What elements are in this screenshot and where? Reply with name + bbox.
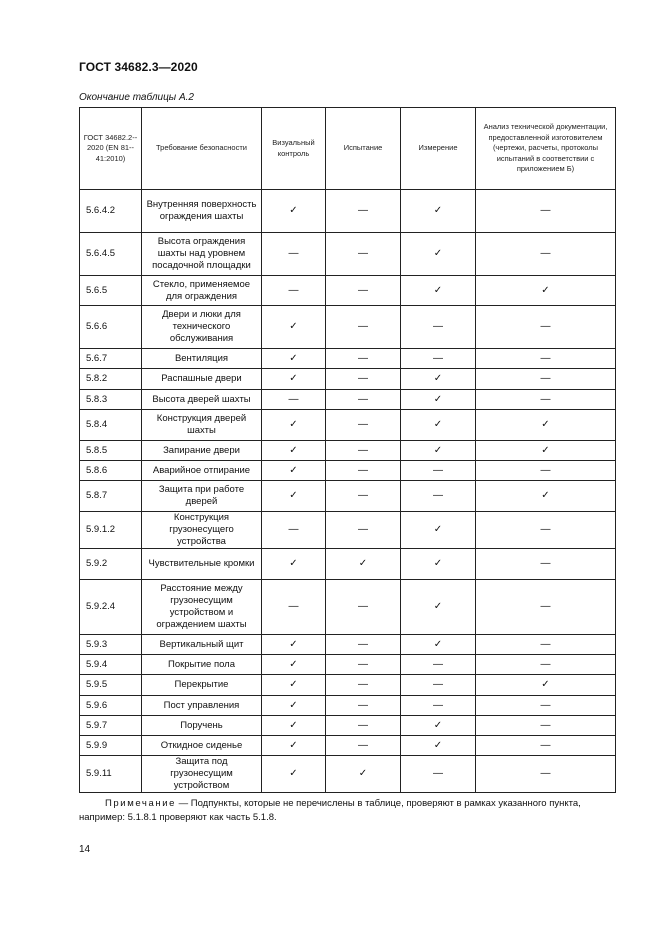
- clause-number: 5.8.7: [80, 481, 142, 512]
- dash-cell: —: [476, 190, 616, 233]
- dash-cell: —: [401, 696, 476, 716]
- dash-cell: —: [401, 756, 476, 793]
- requirement-cell: Конструкция грузонесущего устройства: [142, 512, 262, 549]
- note-label: Примечание: [105, 798, 176, 809]
- check-mark-cell: ✓: [262, 349, 326, 369]
- check-mark-cell: ✓: [262, 716, 326, 736]
- check-mark-cell: ✓: [401, 512, 476, 549]
- table-row: [80, 306, 616, 349]
- check-mark-cell: ✓: [401, 233, 476, 276]
- clause-number: 5.9.9: [80, 736, 142, 756]
- check-mark-cell: ✓: [401, 580, 476, 635]
- requirement-cell: Вентиляция: [142, 349, 262, 369]
- table-row: [80, 736, 616, 756]
- dash-cell: —: [326, 736, 401, 756]
- check-mark-cell: ✓: [262, 696, 326, 716]
- dash-cell: —: [326, 276, 401, 306]
- dash-cell: —: [326, 410, 401, 441]
- table-row: [80, 410, 616, 441]
- table-row: [80, 369, 616, 390]
- clause-number: 5.9.2: [80, 549, 142, 580]
- check-mark-cell: ✓: [401, 410, 476, 441]
- dash-cell: —: [326, 580, 401, 635]
- requirement-cell: Защита под грузонесущим устройством: [142, 756, 262, 793]
- check-mark-cell: ✓: [262, 369, 326, 390]
- table-note: [79, 797, 617, 825]
- dash-cell: —: [401, 349, 476, 369]
- table-row: [80, 233, 616, 276]
- table-row: [80, 481, 616, 512]
- dash-cell: —: [476, 580, 616, 635]
- check-mark-cell: ✓: [262, 441, 326, 461]
- clause-number: 5.9.5: [80, 675, 142, 696]
- dash-cell: —: [326, 696, 401, 716]
- requirement-cell: Запирание двери: [142, 441, 262, 461]
- dash-cell: —: [326, 716, 401, 736]
- document-header: ГОСТ 34682.3—2020: [79, 60, 198, 74]
- check-mark-cell: ✓: [476, 441, 616, 461]
- requirement-cell: Поручень: [142, 716, 262, 736]
- page-number: 14: [79, 844, 91, 855]
- check-mark-cell: ✓: [262, 461, 326, 481]
- dash-cell: —: [326, 190, 401, 233]
- check-mark-cell: ✓: [401, 190, 476, 233]
- dash-cell: —: [262, 276, 326, 306]
- dash-cell: —: [326, 306, 401, 349]
- table-row: [80, 549, 616, 580]
- dash-cell: —: [476, 696, 616, 716]
- requirement-cell: Вертикальный щит: [142, 635, 262, 655]
- table-header-row: [80, 108, 616, 190]
- check-mark-cell: ✓: [401, 441, 476, 461]
- requirement-cell: Конструкция дверей шахты: [142, 410, 262, 441]
- clause-number: 5.9.7: [80, 716, 142, 736]
- clause-number: 5.8.5: [80, 441, 142, 461]
- dash-cell: —: [476, 736, 616, 756]
- check-mark-cell: ✓: [262, 190, 326, 233]
- dash-cell: —: [401, 481, 476, 512]
- dash-cell: —: [326, 481, 401, 512]
- clause-number: 5.8.3: [80, 390, 142, 410]
- table-row: [80, 655, 616, 675]
- dash-cell: —: [401, 461, 476, 481]
- dash-cell: —: [326, 441, 401, 461]
- check-mark-cell: ✓: [262, 410, 326, 441]
- col-header-measurement: Измерение: [401, 108, 476, 190]
- check-mark-cell: ✓: [262, 736, 326, 756]
- requirement-cell: Стекло, применяемое для ограждения: [142, 276, 262, 306]
- clause-number: 5.9.11: [80, 756, 142, 793]
- check-mark-cell: ✓: [401, 549, 476, 580]
- dash-cell: —: [326, 349, 401, 369]
- dash-cell: —: [401, 306, 476, 349]
- table-row: [80, 696, 616, 716]
- dash-cell: —: [262, 233, 326, 276]
- dash-cell: —: [476, 233, 616, 276]
- dash-cell: —: [326, 512, 401, 549]
- dash-cell: —: [401, 675, 476, 696]
- check-mark-cell: ✓: [262, 481, 326, 512]
- check-mark-cell: ✓: [476, 410, 616, 441]
- dash-cell: —: [262, 512, 326, 549]
- clause-number: 5.6.5: [80, 276, 142, 306]
- check-mark-cell: ✓: [476, 481, 616, 512]
- clause-number: 5.6.4.2: [80, 190, 142, 233]
- table-row: [80, 756, 616, 793]
- dash-cell: —: [476, 306, 616, 349]
- requirement-cell: Распашные двери: [142, 369, 262, 390]
- clause-number: 5.8.6: [80, 461, 142, 481]
- clause-number: 5.6.7: [80, 349, 142, 369]
- check-mark-cell: ✓: [476, 675, 616, 696]
- dash-cell: —: [326, 233, 401, 276]
- clause-number: 5.9.6: [80, 696, 142, 716]
- table-row: [80, 461, 616, 481]
- requirement-cell: Двери и люки для технического обслуживания: [142, 306, 262, 349]
- check-mark-cell: ✓: [262, 635, 326, 655]
- dash-cell: —: [476, 390, 616, 410]
- clause-number: 5.6.4.5: [80, 233, 142, 276]
- check-mark-cell: ✓: [401, 736, 476, 756]
- dash-cell: —: [476, 512, 616, 549]
- clause-number: 5.8.2: [80, 369, 142, 390]
- clause-number: 5.9.1.2: [80, 512, 142, 549]
- requirements-table: [79, 107, 616, 793]
- dash-cell: —: [326, 369, 401, 390]
- dash-cell: —: [262, 390, 326, 410]
- col-header-standard: ГОСТ 34682.2-2020 (EN 81-41:2010): [80, 108, 142, 190]
- table-caption: Окончание таблицы А.2: [79, 92, 194, 103]
- clause-number: 5.8.4: [80, 410, 142, 441]
- requirement-cell: Откидное сиденье: [142, 736, 262, 756]
- col-header-analysis: Анализ технической документации, предоставленной изготовителем (чертежи, расчеты, протоколы испытаний в соответствии с приложением Б): [476, 108, 616, 190]
- dash-cell: —: [476, 635, 616, 655]
- check-mark-cell: ✓: [401, 276, 476, 306]
- check-mark-cell: ✓: [326, 756, 401, 793]
- dash-cell: —: [401, 655, 476, 675]
- table-row: [80, 276, 616, 306]
- table-row: [80, 716, 616, 736]
- dash-cell: —: [476, 756, 616, 793]
- requirement-cell: Чувствительные кромки: [142, 549, 262, 580]
- check-mark-cell: ✓: [262, 549, 326, 580]
- requirement-cell: Высота дверей шахты: [142, 390, 262, 410]
- requirement-cell: Покрытие пола: [142, 655, 262, 675]
- table-row: [80, 512, 616, 549]
- dash-cell: —: [326, 390, 401, 410]
- requirement-cell: Пост управления: [142, 696, 262, 716]
- check-mark-cell: ✓: [476, 276, 616, 306]
- check-mark-cell: ✓: [262, 756, 326, 793]
- table-row: [80, 635, 616, 655]
- table-row: [80, 349, 616, 369]
- requirement-cell: Защита при работе дверей: [142, 481, 262, 512]
- note-text: — Подпункты, которые не перечислены в таблице, проверяют в рамках указанного пункта, например: 5.1.8.1 проверяют как часть 5.1.8.: [79, 798, 581, 823]
- requirement-cell: Расстояние между грузонесущим устройством и ограждением шахты: [142, 580, 262, 635]
- check-mark-cell: ✓: [401, 716, 476, 736]
- clause-number: 5.9.3: [80, 635, 142, 655]
- check-mark-cell: ✓: [401, 635, 476, 655]
- check-mark-cell: ✓: [262, 306, 326, 349]
- check-mark-cell: ✓: [262, 655, 326, 675]
- table-row: [80, 390, 616, 410]
- dash-cell: —: [326, 655, 401, 675]
- requirement-cell: Аварийное отпирание: [142, 461, 262, 481]
- col-header-test: Испытание: [326, 108, 401, 190]
- check-mark-cell: ✓: [401, 369, 476, 390]
- check-mark-cell: ✓: [326, 549, 401, 580]
- table-row: [80, 580, 616, 635]
- check-mark-cell: ✓: [262, 675, 326, 696]
- col-header-visual: Визуальный контроль: [262, 108, 326, 190]
- dash-cell: —: [476, 655, 616, 675]
- dash-cell: —: [476, 716, 616, 736]
- clause-number: 5.9.4: [80, 655, 142, 675]
- requirement-cell: Внутренняя поверхность ограждения шахты: [142, 190, 262, 233]
- clause-number: 5.9.2.4: [80, 580, 142, 635]
- dash-cell: —: [476, 369, 616, 390]
- table-row: [80, 441, 616, 461]
- dash-cell: —: [326, 675, 401, 696]
- dash-cell: —: [476, 549, 616, 580]
- dash-cell: —: [326, 461, 401, 481]
- table-row: [80, 190, 616, 233]
- dash-cell: —: [476, 461, 616, 481]
- table-row: [80, 675, 616, 696]
- dash-cell: —: [476, 349, 616, 369]
- requirement-cell: Перекрытие: [142, 675, 262, 696]
- requirement-cell: Высота ограждения шахты над уровнем посадочной площадки: [142, 233, 262, 276]
- dash-cell: —: [262, 580, 326, 635]
- check-mark-cell: ✓: [401, 390, 476, 410]
- col-header-requirement: Требование безопасности: [142, 108, 262, 190]
- clause-number: 5.6.6: [80, 306, 142, 349]
- dash-cell: —: [326, 635, 401, 655]
